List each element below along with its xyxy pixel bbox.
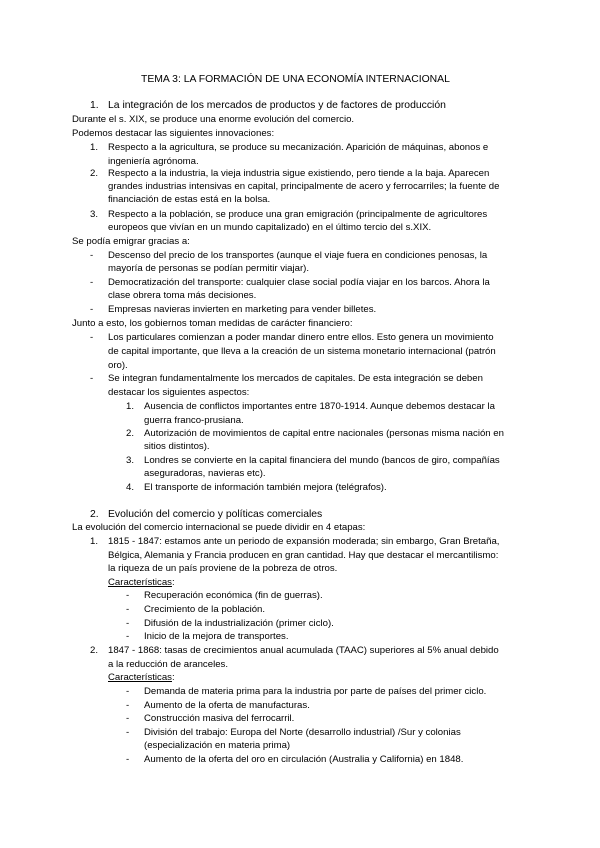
list-item: Bélgica, Alemania y Francia producen en gran cantidad. Hay que destacar el mercantilismo:: [108, 550, 499, 561]
list-number: 1.: [126, 401, 135, 412]
list-item: guerra franco-prusiana.: [144, 415, 244, 426]
list-number: 4.: [126, 482, 135, 493]
bullet-dash: -: [90, 373, 94, 384]
list-item: ingeniería agrónoma.: [108, 156, 199, 167]
characteristics-label: Características:: [108, 672, 175, 683]
bullet-dash: -: [90, 277, 94, 288]
list-number: 2.: [126, 428, 135, 439]
list-item: Democratización del transporte: cualquier clase social podía viajar en los barcos. Ahora la: [108, 277, 490, 288]
list-item: Inicio de la mejora de transportes.: [144, 631, 289, 642]
bullet-dash: -: [126, 631, 130, 642]
list-item: de capital importante, que lleva a la creación de un sistema monetario internacional (patrón: [108, 346, 496, 357]
list-number: 2.: [90, 168, 99, 179]
list-item: Recuperación económica (fin de guerras).: [144, 590, 323, 601]
characteristics-label-text: Características: [108, 577, 172, 588]
bullet-dash: -: [126, 727, 130, 738]
list-item: Demanda de materia prima para la industria por parte de países del primer ciclo.: [144, 686, 487, 697]
stages-intro: La evolución del comercio internacional se puede dividir en 4 etapas:: [72, 522, 366, 533]
list-item: División del trabajo: Europa del Norte (desarrollo industrial) /Sur y colonias: [144, 727, 461, 738]
list-item: Ausencia de conflictos importantes entre 1870-1914. Aunque debemos destacar la: [144, 401, 495, 412]
list-item: europeos que vivían en un mundo capitalizado) en el último tercio del s.XIX.: [108, 222, 432, 233]
innovations-intro: Podemos destacar las siguientes innovaciones:: [72, 128, 275, 139]
list-item: Aumento de la oferta de manufacturas.: [144, 700, 310, 711]
intro-paragraph: Durante el s. XIX, se produce una enorme evolución del comercio.: [72, 114, 355, 125]
bullet-dash: -: [90, 304, 94, 315]
section-1-heading: La integración de los mercados de productos y de factores de producción: [108, 100, 446, 111]
bullet-dash: -: [90, 250, 94, 261]
bullet-dash: -: [126, 686, 130, 697]
emigration-intro: Se podía emigrar gracias a:: [72, 236, 190, 247]
list-item: a la reducción de aranceles.: [108, 659, 228, 670]
list-item: Difusión de la industrialización (primer ciclo).: [144, 618, 334, 629]
bullet-dash: -: [126, 604, 130, 615]
list-item: la riqueza de un país proviene de la pobreza de otros.: [108, 563, 338, 574]
list-item: Descenso del precio de los transportes (aunque el viaje fuera en condiciones penosas, la: [108, 250, 488, 261]
list-item: Construcción masiva del ferrocarril.: [144, 713, 295, 724]
list-item: Se integran fundamentalmente los mercados de capitales. De esta integración se deben: [108, 373, 483, 384]
bullet-dash: -: [126, 618, 130, 629]
list-item: financiación de estas está en la bolsa.: [108, 194, 271, 205]
bullet-dash: -: [126, 700, 130, 711]
page-title: TEMA 3: LA FORMACIÓN DE UNA ECONOMÍA INTERNACIONAL: [141, 74, 450, 85]
characteristics-label: Características:: [108, 577, 175, 588]
list-item: Crecimiento de la población.: [144, 604, 266, 615]
list-item: aseguradoras, navieras etc).: [144, 468, 266, 479]
list-item: destacar los siguientes aspectos:: [108, 387, 250, 398]
list-number: 1.: [90, 142, 99, 153]
list-item: sitios distintos).: [144, 441, 210, 452]
list-item: (especialización en materia prima): [144, 740, 291, 751]
list-item: Los particulares comienzan a poder mandar dinero entre ellos. Esto genera un movimiento: [108, 332, 494, 343]
list-item: Respecto a la población, se produce una gran emigración (principalmente de agricultores: [108, 209, 488, 220]
bullet-dash: -: [90, 332, 94, 343]
list-item: oro).: [108, 360, 128, 371]
list-item: El transporte de información también mejora (telégrafos).: [144, 482, 387, 493]
list-number: 3.: [90, 209, 99, 220]
list-item: mayoría de personas se podían permitir viajar).: [108, 263, 310, 274]
list-item: Londres se convierte en la capital financiera del mundo (bancos de giro, compañías: [144, 455, 500, 466]
characteristics-label-text: Características: [108, 672, 172, 683]
bullet-dash: -: [126, 590, 130, 601]
list-item: Aumento de la oferta del oro en circulación (Australia y California) en 1848.: [144, 754, 464, 765]
bullet-dash: -: [126, 713, 130, 724]
list-number: 1.: [90, 536, 99, 547]
list-item: clase obrera toma más decisiones.: [108, 290, 257, 301]
list-item: 1847 - 1868: tasas de crecimientos anual acumulada (TAAC) superiores al 5% anual debido: [108, 645, 499, 656]
government-intro: Junto a esto, los gobiernos toman medidas de carácter financiero:: [72, 318, 353, 329]
list-item: grandes industrias intensivas en capital, principalmente de acero y ferrocarriles; la fuente de: [108, 181, 500, 192]
list-number: 3.: [126, 455, 135, 466]
list-item: Empresas navieras invierten en marketing para vender billetes.: [108, 304, 377, 315]
section-1-number: 1.: [90, 100, 99, 111]
list-item: Autorización de movimientos de capital entre nacionales (personas misma nación en: [144, 428, 504, 439]
list-item: Respecto a la industria, la vieja industria sigue existiendo, pero tiende a la baja. Aparecen: [108, 168, 490, 179]
list-number: 2.: [90, 645, 99, 656]
section-2-number: 2.: [90, 509, 99, 520]
bullet-dash: -: [126, 754, 130, 765]
section-2-heading: Evolución del comercio y políticas comerciales: [108, 509, 323, 520]
list-item: 1815 - 1847: estamos ante un periodo de expansión moderada; sin embargo, Gran Bretaña,: [108, 536, 500, 547]
list-item: Respecto a la agricultura, se produce su mecanización. Aparición de máquinas, abonos e: [108, 142, 489, 153]
